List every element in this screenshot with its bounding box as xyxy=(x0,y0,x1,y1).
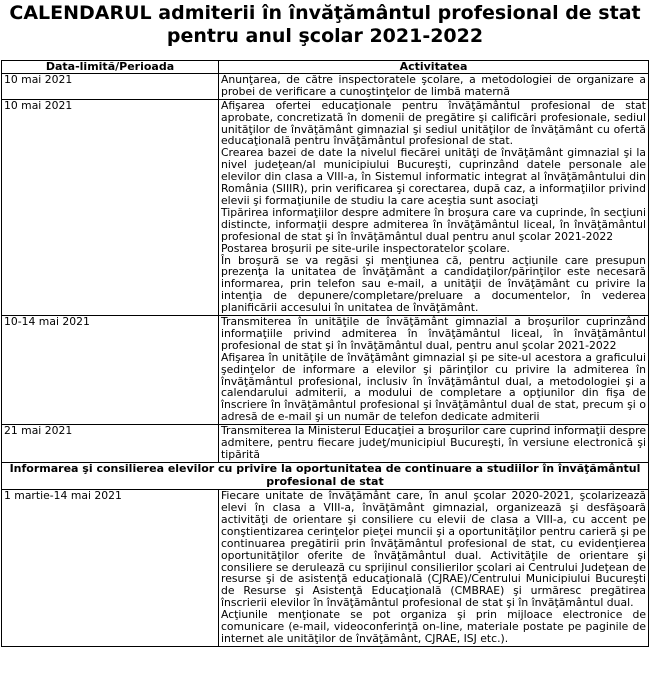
section-heading-row xyxy=(2,462,649,489)
admission-calendar-table xyxy=(1,60,649,647)
activity-paragraph: Transmiterea în unităţile de învăţământ gimnazial a broşurilor cuprinzând informaţiile privind admiterea în învăţământul liceal, în învăţământul profesional de stat şi în învăţământul dual, pentru anul şcolar 2021-2022 xyxy=(221,315,646,352)
activity-paragraph: Fiecare unitate de învăţământ care, în anul şcolar 2020-2021, şcolarizează elevi în clasa a VIII-a, învăţământ gimnazial, organizează şi desfăşoară activităţi de orientare şi consiliere cu elevii de clasa a VIII-a, cu accent pe conştientizarea cerinţelor pieţei muncii şi a oportunităţilor pentru carieră şi pe continuarea pregătirii prin învăţământul profesional de stat, cu evidenţierea oportunităţilor oferite de învăţământul dual. Activităţile de orientare şi consiliere se derulează cu sprijinul consilierilor şcolari ai Centrului Judeţean de resurse şi de asistenţă educaţională (CJRAE)/Centrului Municipiului Bucureşti de Resurse şi Asistenţă Educaţională (CMBRAE) şi urmăresc pregătirea înscrierii elevilor în învăţământul profesional de stat şi în învăţământul dual. xyxy=(221,489,646,610)
activity-paragraph: Anunţarea, de către inspectoratele şcolare, a metodologiei de organizare a probei de verificare a cunoştinţelor de limbă maternă xyxy=(221,72,646,98)
table-row xyxy=(2,490,649,647)
date-cell: 21 mai 2021 xyxy=(2,425,219,463)
date-cell: 10 mai 2021 xyxy=(2,99,219,315)
table-header-row xyxy=(2,61,649,74)
header-activity: Activitatea xyxy=(219,61,649,74)
section-heading: Informarea şi consilierea elevilor cu privire la oportunitatea de continuare a studiilor în învăţământul profesional de stat xyxy=(2,462,649,489)
table-row xyxy=(2,316,649,425)
activity-paragraph: Postarea broşurii pe site-urile inspectoratelor şcolare. xyxy=(221,241,510,255)
header-date: Data-limită/Perioada xyxy=(2,61,219,74)
table-row xyxy=(2,73,649,99)
page-title: CALENDARUL admiterii în învăţământul profesional de stat pentru anul şcolar 2021-2022 xyxy=(9,2,641,47)
activity-cell xyxy=(219,73,649,99)
activity-paragraph: Crearea bazei de date la nivelul fiecărei unităţi de învăţământ gimnazial şi la nivel judeţean/al municipiului Bucureşti, cuprinzând datele personale ale elevilor din clasa a VIII-a, în Sistemul informatic integrat al învăţământului din România (SIIIR), prin verificarea şi corectarea, după caz, a informaţiilor privind elevii şi formaţiunile de studiu la care aceştia sunt asociaţi xyxy=(221,146,646,207)
activity-paragraph: În broşură se va regăsi şi menţiunea că, pentru acţiunile care presupun prezenţa la unitatea de învăţământ a candidaţilor/părinţilor este necesară informarea, prin telefon sau e-mail, a unităţii de învăţământ cu privire la intenţia de depunere/completare/preluare a documentelor, în vederea planificării accesului în unitatea de învăţământ. xyxy=(221,253,646,315)
activity-cell xyxy=(219,316,649,425)
activity-cell xyxy=(219,490,649,647)
date-cell: 1 martie-14 mai 2021 xyxy=(2,490,219,647)
date-cell: 10-14 mai 2021 xyxy=(2,316,219,425)
activity-paragraph: Tipărirea informaţiilor despre admitere în broşura care va cuprinde, în secţiuni distincte, informaţii despre admiterea în învăţământul liceal, în învăţământul profesional de stat şi în învăţământul dual pentru anul şcolar 2021-2022 xyxy=(221,205,646,243)
activity-paragraph: Afişarea ofertei educaţionale pentru învăţământul profesional de stat aprobate, concretizată în domenii de pregătire şi calificări profesionale, sediul unităţilor de învăţământ gimnazial şi sediul unităţilor de învăţământ cu ofertă educaţională pentru învăţământul profesional de stat. xyxy=(221,98,646,148)
table-row xyxy=(2,99,649,315)
activity-paragraph: Acţiunile menţionate se pot organiza şi prin mijloace electronice de comunicare (e-mail, videoconferinţă on-line, materiale postate pe paginile de internet ale unităţilor de învăţământ, CJRAE, ISJ etc.). xyxy=(221,608,646,645)
table-row xyxy=(2,425,649,463)
activity-paragraph: Afişarea în unităţile de învăţământ gimnazial şi pe site-ul acestora a graficului şedinţelor de informare a elevilor şi părinţilor cu privire la admiterea în învăţământul profesional, inclusiv în învăţământul dual, a metodologiei şi a calendarului admiterii, a modului de completare a opţiunilor din fişa de înscriere în învăţământul profesional şi învăţământul dual de stat, precum şi o adresă de e-mail şi un număr de telefon dedicate admiterii xyxy=(221,350,646,424)
date-cell: 10 mai 2021 xyxy=(2,73,219,99)
activity-cell xyxy=(219,425,649,463)
activity-cell xyxy=(219,99,649,315)
activity-paragraph: Transmiterea la Ministerul Educaţiei a broşurilor care cuprind informaţii despre admitere, pentru fiecare judeţ/municipiul Bucureşti, în versiune electronică şi tipărită xyxy=(221,424,646,461)
